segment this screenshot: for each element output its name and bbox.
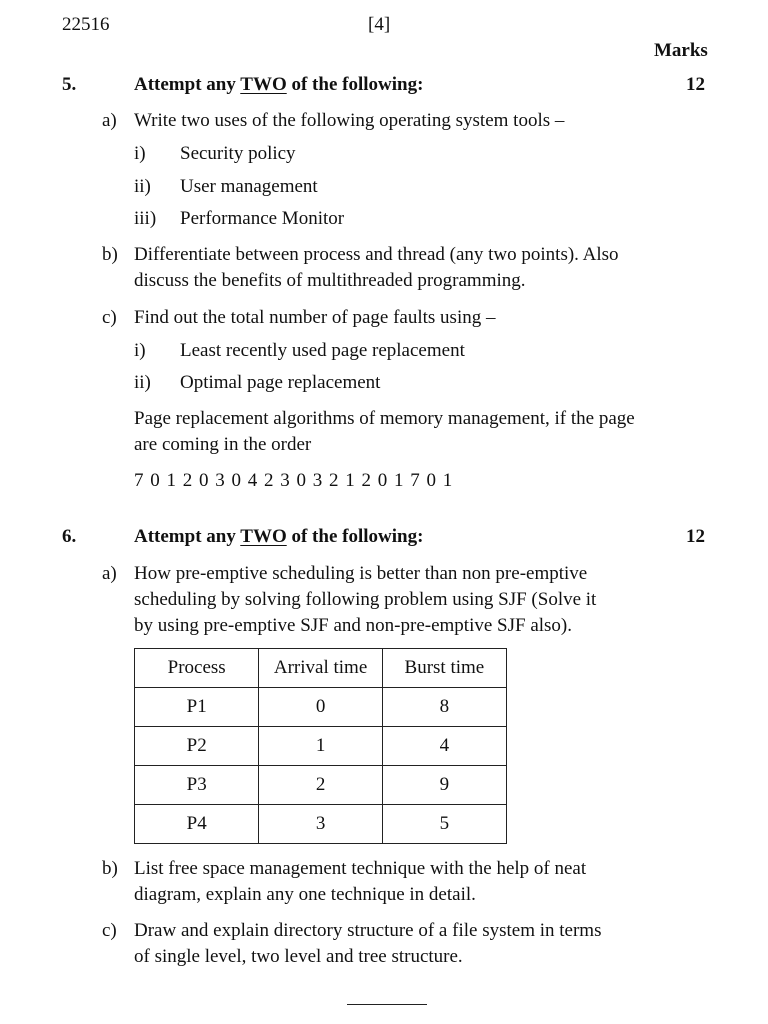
q6-title: Attempt any TWO of the following: bbox=[134, 526, 424, 547]
q6c-label: c) bbox=[102, 920, 117, 941]
q5c-paragraph: are coming in the order bbox=[134, 434, 312, 455]
q6-marks: 12 bbox=[686, 526, 705, 547]
page-number: [4] bbox=[368, 14, 391, 35]
table-cell: P1 bbox=[135, 688, 259, 727]
marks-label: Marks bbox=[654, 40, 708, 61]
q5a-item-label: ii) bbox=[134, 176, 151, 197]
table-header-cell: Arrival time bbox=[259, 649, 382, 688]
table-cell: 9 bbox=[382, 766, 506, 805]
paper-code: 22516 bbox=[62, 14, 110, 35]
q5a-label: a) bbox=[102, 110, 117, 131]
table-row bbox=[135, 805, 507, 844]
q6-number: 6. bbox=[62, 526, 77, 547]
q5-marks: 12 bbox=[686, 74, 705, 95]
q5b-line: Differentiate between process and thread (any two points). Also bbox=[134, 244, 619, 265]
q5c-label: c) bbox=[102, 307, 117, 328]
table-cell: 2 bbox=[259, 766, 382, 805]
q6a-line: How pre-emptive scheduling is better than non pre-emptive bbox=[134, 563, 588, 584]
q6c-line: Draw and explain directory structure of a file system in terms bbox=[134, 920, 602, 941]
q5c-item-text: Least recently used page replacement bbox=[180, 340, 465, 361]
table-header-cell: Burst time bbox=[382, 649, 506, 688]
table-cell: 5 bbox=[382, 805, 506, 844]
table-cell: 8 bbox=[382, 688, 506, 727]
q5c-item-text: Optimal page replacement bbox=[180, 372, 381, 393]
table-cell: 4 bbox=[382, 727, 506, 766]
q5b-label: b) bbox=[102, 244, 118, 265]
q5b-line: discuss the benefits of multithreaded programming. bbox=[134, 270, 526, 291]
q6a-line: scheduling by solving following problem using SJF (Solve it bbox=[134, 589, 597, 610]
q5a-item-label: iii) bbox=[134, 208, 157, 229]
process-table bbox=[134, 648, 507, 844]
table-header-row bbox=[135, 649, 507, 688]
q6a-label: a) bbox=[102, 563, 117, 584]
table-row bbox=[135, 766, 507, 805]
q6a-line: by using pre-emptive SJF and non-pre-emptive SJF also). bbox=[134, 615, 573, 636]
q5c-item-label: ii) bbox=[134, 372, 151, 393]
q6b-line: diagram, explain any one technique in detail. bbox=[134, 884, 476, 905]
q5a-item-text: User management bbox=[180, 176, 318, 197]
q6b-label: b) bbox=[102, 858, 118, 879]
q5a-item-text: Security policy bbox=[180, 143, 296, 164]
q5c-item-label: i) bbox=[134, 340, 146, 361]
table-cell: 3 bbox=[259, 805, 382, 844]
table-cell: 0 bbox=[259, 688, 382, 727]
table-row bbox=[135, 727, 507, 766]
table-header-cell: Process bbox=[135, 649, 259, 688]
q5c-text: Find out the total number of page faults using – bbox=[134, 307, 496, 328]
q6c-line: of single level, two level and tree structure. bbox=[134, 946, 463, 967]
table-cell: P3 bbox=[135, 766, 259, 805]
q5-number: 5. bbox=[62, 74, 77, 95]
page-reference-sequence: 7 0 1 2 0 3 0 4 2 3 0 3 2 1 2 0 1 7 0 1 bbox=[134, 470, 454, 491]
table-row bbox=[135, 688, 507, 727]
table-cell: P2 bbox=[135, 727, 259, 766]
q5c-paragraph: Page replacement algorithms of memory management, if the page bbox=[134, 408, 635, 429]
end-rule bbox=[347, 1004, 427, 1005]
q5a-text: Write two uses of the following operating system tools – bbox=[134, 110, 565, 131]
q5-title: Attempt any TWO of the following: bbox=[134, 74, 424, 95]
q5a-item-label: i) bbox=[134, 143, 146, 164]
table-cell: 1 bbox=[259, 727, 382, 766]
q6b-line: List free space management technique with the help of neat bbox=[134, 858, 587, 879]
q5a-item-text: Performance Monitor bbox=[180, 208, 345, 229]
table-cell: P4 bbox=[135, 805, 259, 844]
